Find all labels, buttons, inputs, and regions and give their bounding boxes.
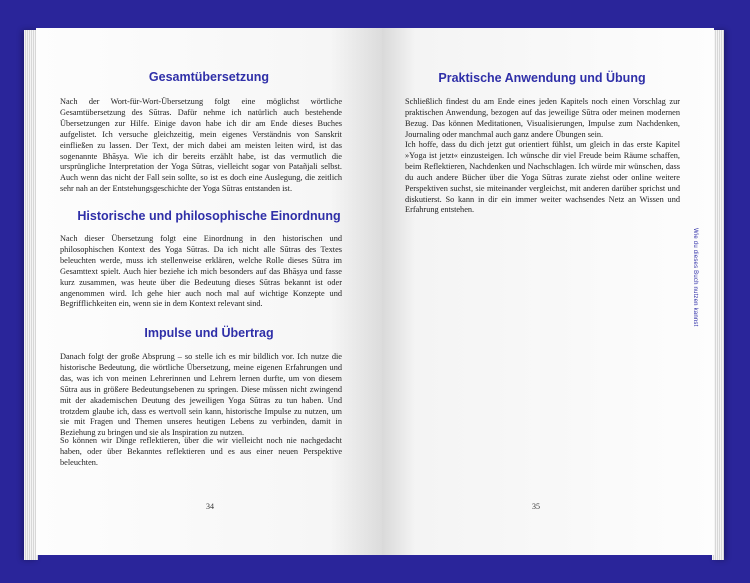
section-body-impulse-2: So können wir Dinge reflektieren, über die wir vielleicht noch nie nachgedacht haben, oder über Bekanntes reflektieren und es aus einer neuen Perspektive beleuchten. — [60, 436, 342, 467]
section-body-praktische-anwendung: Schließlich findest du am Ende eines jeden Kapitels noch einen Vorschlag zur praktischen Anwendung, bezogen auf das jeweilige Sūtra oder meinen modernen Bezug. Das können Meditationen, Visualisierungen, Impulse zum Nachdenken, Journaling oder manchmal auch ganz andere Übungen sein. — [405, 97, 680, 139]
running-head: Wie du dieses Buch nutzen kannst — [692, 228, 698, 327]
left-page — [36, 28, 382, 555]
section-body-historische-einordnung: Nach dieser Übersetzung folgt eine Einordnung in den historischen und philosophischen Kontext des Yoga Sūtras. Da ich nicht alle Sūtras des Textes beleuchten werde, muss ich stellenweise erklären, welche Rolle dieses Sūtra im Gesamttext spielt. Auch hier beziehe ich mich besonders auf das Bhāṣya und fasse kurz zusammen, was heute über die Bedeutung dieses Sūtras bekannt ist oder angenommen wird. Ich gehe hier auch noch mal auf wichtige Konzepte und Begrifflichkeiten ein, wenn sie in dem Kontext relevant sind. — [60, 234, 342, 309]
section-body-gesamtuebersetzung: Nach der Wort-für-Wort-Übersetzung folgt eine möglichst wörtliche Gesamtübersetzung des Sūtras. Dafür nehme ich natürlich auch bestehende Übersetzungen zur Hilfe. Einige davon habe ich dir am Ende dieses Buches aufgelistet. Ich versuche gleichzeitig, mein eigenes Verständnis von Sanskrit einfließen zu lassen. Der Text, der mich dabei am meisten leiten wird, ist das sogenannte Bhāṣya. Wie ich dir bereits erzählt habe, ist das vermutlich die ursprüngliche Interpretation der Yoga Sūtras, vielleicht sogar von Patañjali selbst. Auch wenn das nicht der Fall sein sollte, so ist es doch eine Auslegung, die zeitlich sehr nah an der Entstehungsgeschichte der Yoga Sūtras entstanden ist. — [60, 97, 342, 194]
right-page — [382, 28, 714, 555]
page-number-left: 34 — [206, 502, 214, 511]
page-number-right: 35 — [532, 502, 540, 511]
section-body-impulse: Danach folgt der große Absprung – so stelle ich es mir bildlich vor. Ich nutze die historische Bedeutung, die wörtliche Übersetzung, meine eigenen Erfahrungen und das, was ich von meinen Lehrerinnen und Lehrern lernen durfte, um von diesem Sūtra aus in größere Bedeutungsebenen zu springen. Diese müssen nicht zwingend mit der akademischen Deutung des jeweiligen Yoga Sūtras zu tun haben. Und trotzdem glaube ich, dass es wertvoll sein kann, historische Impulse zu nutzen, um sie mit Fragen und Themen unseres heutigen Lebens zu verbinden, damit in Beziehung zu bringen und sie als Inspiration zu nutzen. — [60, 352, 342, 438]
section-heading-impulse: Impulse und Übertrag — [144, 326, 274, 340]
section-heading-gesamtuebersetzung: Gesamtübersetzung — [148, 70, 270, 84]
section-heading-historische-einordnung: Historische und philosophische Einordnung — [77, 209, 341, 223]
section-heading-praktische-anwendung: Praktische Anwendung und Übung — [438, 71, 646, 85]
section-body-praktische-anwendung-2: Ich hoffe, dass du dich jetzt gut orientiert fühlst, um gleich in das erste Kapitel »Yoga ist jetzt« einzusteigen. Ich wünsche dir viel Freude beim Räume schaffen, beim Reflektieren, Nachdenken und Nachschlagen. Ich würde mir wünschen, dass du auch andere Bücher über die Yoga Sūtras zurate ziehst oder online weitere Perspektiven suchst, sie miteinander vergleichst, mit anderen darüber sprichst und diskutierst. So kann in dir ein immer weiter wachsendes Netz an Wissen und Erfahrung entstehen. — [405, 140, 680, 215]
